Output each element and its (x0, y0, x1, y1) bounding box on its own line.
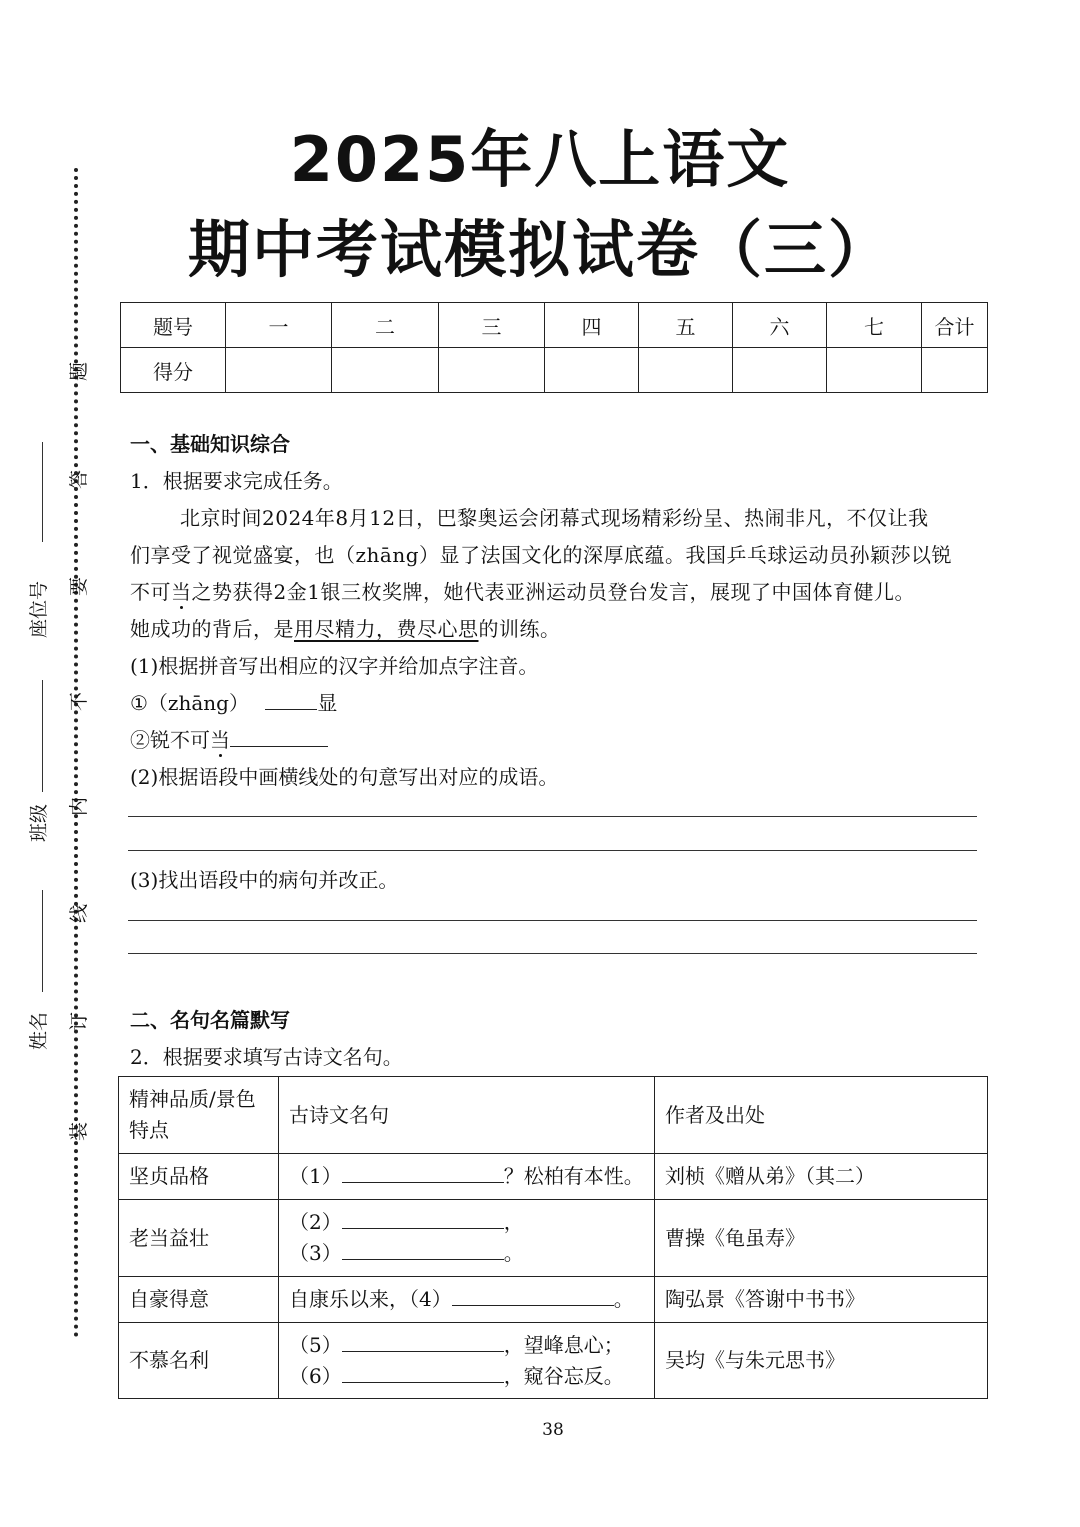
verse-cell (279, 1277, 655, 1323)
verse-text: ，窥谷忘反。 (503, 1363, 624, 1388)
score-header-cell: 五 (639, 303, 733, 348)
subquestion-1: (1)根据拼音写出相应的汉字并给加点字注音。 (130, 654, 539, 678)
verse-text: （6） (289, 1363, 342, 1388)
score-cell[interactable] (226, 348, 332, 393)
quality-cell: 自豪得意 (119, 1277, 279, 1323)
score-header-cell: 一 (226, 303, 332, 348)
dotted-char: 当 (210, 728, 230, 752)
poetry-header-row (119, 1077, 988, 1154)
poetry-row (119, 1154, 988, 1200)
verse-text: （3） (289, 1241, 342, 1265)
verse-text: ，望峰息心； (503, 1332, 624, 1357)
passage-text: 的训练。 (478, 617, 561, 641)
source-cell: 吴均《与朱元思书》 (655, 1323, 988, 1399)
poetry-table (118, 1076, 988, 1399)
title-line-1: 2025年八上语文 (289, 123, 791, 196)
verse-line (289, 1238, 644, 1269)
answer-line[interactable] (128, 850, 977, 851)
subquestion-3: (3)找出语段中的病句并改正。 (130, 868, 399, 892)
question-2: 2．根据要求填写古诗文名句。 (130, 1045, 403, 1069)
score-header-cell: 合计 (922, 303, 988, 348)
item-text: ①（zhāng） (130, 691, 249, 715)
quality-cell: 不慕名利 (119, 1323, 279, 1399)
seal-char: 线 (68, 903, 91, 924)
score-cell[interactable] (545, 348, 639, 393)
answer-blank[interactable] (265, 691, 317, 710)
title-line-2: 期中考试模拟试卷（三） (187, 213, 892, 286)
answer-blank[interactable] (342, 1364, 504, 1383)
passage-text: 她成功的背后，是 (130, 617, 294, 641)
page-number: 38 (542, 1420, 564, 1440)
verse-text: （1） (289, 1164, 342, 1188)
poetry-row (119, 1277, 988, 1323)
seal-char: 要 (68, 576, 91, 597)
seat-number-label: 座位号 (28, 580, 50, 638)
score-header-cell: 三 (439, 303, 545, 348)
poetry-header-cell: 作者及出处 (655, 1077, 988, 1154)
answer-blank[interactable] (342, 1164, 504, 1183)
source-cell: 刘桢《赠从弟》（其二） (655, 1154, 988, 1200)
passage-text: 不可 (130, 580, 171, 604)
seal-char: 答 (68, 469, 91, 490)
quality-cell: 坚贞品格 (119, 1154, 279, 1200)
seat-number-field[interactable] (42, 442, 43, 542)
poetry-row (119, 1323, 988, 1399)
quality-cell: 老当益壮 (119, 1200, 279, 1277)
answer-line[interactable] (128, 953, 977, 954)
answer-line[interactable] (128, 816, 977, 817)
seal-char: 内 (68, 796, 91, 817)
verse-line (289, 1207, 644, 1238)
score-cell[interactable] (639, 348, 733, 393)
score-cell[interactable] (439, 348, 545, 393)
score-cell[interactable] (733, 348, 827, 393)
seal-char: 题 (68, 361, 91, 382)
section-1-heading: 一、基础知识综合 (130, 432, 290, 456)
verse-cell (279, 1323, 655, 1399)
item-1 (130, 687, 337, 716)
answer-line[interactable] (128, 920, 977, 921)
verse-line (289, 1361, 644, 1392)
score-header-row (121, 303, 988, 348)
item-text: ②锐不可 (130, 728, 210, 752)
passage-text: 之势获得2金1银三枚奖牌，她代表亚洲运动员登台发言，展现了中国体育健儿。 (191, 580, 915, 604)
passage-line (130, 613, 561, 642)
score-cell[interactable] (332, 348, 439, 393)
verse-text: 。 (503, 1241, 524, 1265)
passage-line (130, 576, 915, 605)
verse-line (289, 1330, 644, 1361)
subquestion-2: (2)根据语段中画横线处的句意写出对应的成语。 (130, 765, 559, 789)
answer-blank[interactable] (230, 728, 328, 747)
verse-text: 自康乐以来，（4） (289, 1287, 452, 1311)
passage-line: 们享受了视觉盛宴，也（zhāng）显了法国文化的深厚底蕴。我国乒乓球运动员孙颖莎以锐 (130, 543, 953, 567)
seal-char: 装 (68, 1121, 91, 1142)
score-header-cell: 题号 (121, 303, 226, 348)
name-field[interactable] (42, 890, 43, 992)
verse-text: 。 (613, 1287, 634, 1311)
score-row-label: 得分 (121, 348, 226, 393)
answer-blank[interactable] (342, 1241, 504, 1260)
source-cell: 曹操《龟虽寿》 (655, 1200, 988, 1277)
score-header-cell: 二 (332, 303, 439, 348)
seal-char: 不 (68, 691, 91, 712)
answer-blank[interactable] (342, 1333, 504, 1352)
section-2-heading: 二、名句名篇默写 (130, 1008, 290, 1032)
verse-cell (279, 1200, 655, 1277)
verse-text: ， (503, 1210, 524, 1234)
item-2 (130, 724, 328, 753)
poetry-header-cell: 精神品质/景色特点 (119, 1077, 279, 1154)
source-cell: 陶弘景《答谢中书书》 (655, 1277, 988, 1323)
score-cell[interactable] (827, 348, 922, 393)
underlined-phrase: 用尽精力，费尽心思 (294, 617, 479, 641)
seal-char: 订 (68, 1011, 91, 1032)
poetry-header-cell: 古诗文名句 (279, 1077, 655, 1154)
score-header-cell: 六 (733, 303, 827, 348)
item-text: 显 (317, 691, 338, 715)
answer-blank[interactable] (452, 1287, 614, 1306)
name-label: 姓名 (28, 1011, 50, 1050)
passage-line: 北京时间2024年8月12日，巴黎奥运会闭幕式现场精彩纷呈、热闹非凡，不仅让我 (180, 506, 929, 530)
score-row (121, 348, 988, 393)
score-cell[interactable] (922, 348, 988, 393)
answer-blank[interactable] (342, 1210, 504, 1229)
class-field[interactable] (42, 680, 43, 792)
verse-cell (279, 1154, 655, 1200)
verse-text: ？松柏有本性。 (503, 1164, 644, 1188)
binding-dotted-line (74, 168, 78, 1338)
score-table (120, 302, 988, 393)
class-label: 班级 (28, 803, 50, 842)
score-header-cell: 四 (545, 303, 639, 348)
question-1: 1．根据要求完成任务。 (130, 469, 343, 493)
poetry-row (119, 1200, 988, 1277)
verse-text: （2） (289, 1210, 342, 1234)
dotted-char: 当 (171, 580, 192, 604)
score-header-cell: 七 (827, 303, 922, 348)
verse-text: （5） (289, 1332, 342, 1357)
